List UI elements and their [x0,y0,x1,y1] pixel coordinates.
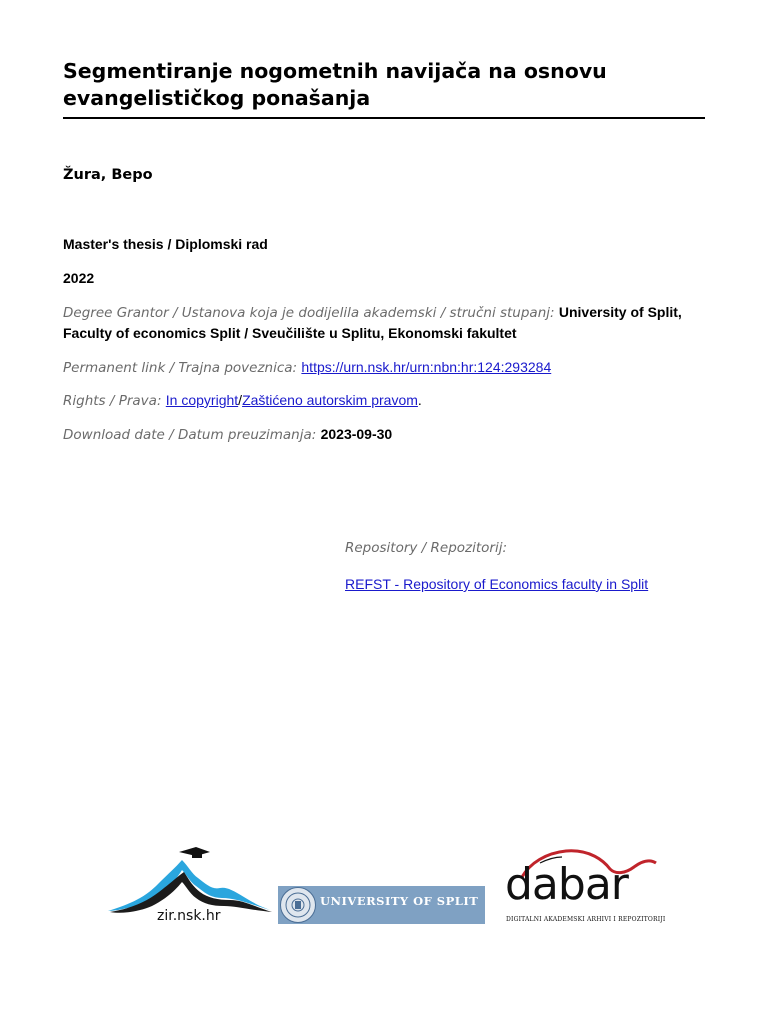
document-title: Segmentiranje nogometnih navijača na osnovu evangelističkog ponašanja [63,59,607,110]
in-copyright-link[interactable]: In copyright [165,392,239,408]
download-date-label: Download date / Datum preuzimanja: [63,427,317,443]
zir-logo[interactable] [100,838,280,933]
rights-separator: / [238,392,243,408]
degree-grantor-value: University of Split, Faculty of economics Split / Sveučilište u Splitu, Ekonomski fakultet [63,304,682,341]
download-date-row [63,424,703,445]
dabar-wordmark: dabar [505,859,628,910]
repository-label: Repository / Repozitorij: [345,540,508,556]
title-divider [63,117,705,119]
university-seal-icon [280,887,316,923]
degree-grantor-label: Degree Grantor / Ustanova koja je dodijelila akademski / stručni stupanj: [63,305,555,321]
repository-link[interactable]: REFST - Repository of Economics faculty in Split [345,576,649,592]
permanent-link-row [63,357,703,378]
permanent-link[interactable]: https://urn.nsk.hr/urn:nbn:hr:124:293284 [301,359,552,375]
zasticeno-link[interactable]: Zaštićeno autorskim pravom [242,392,418,408]
author-name: Žura, Bepo [63,167,153,183]
logo-strip [100,838,670,938]
dabar-logo[interactable] [500,843,670,933]
university-of-split-text: UNIVERSITY OF SPLIT [320,894,479,908]
permanent-link-label: Permanent link / Trajna poveznica: [63,360,298,376]
rights-row [63,390,703,411]
rights-period: . [417,392,422,408]
degree-grantor [63,302,703,344]
dabar-subtitle: DIGITALNI AKADEMSKI ARHIVI I REPOZITORIJI [506,916,666,923]
zir-label: zir.nsk.hr [157,908,221,924]
university-of-split-logo[interactable] [278,886,485,924]
document-year: 2022 [63,270,95,286]
rights-label: Rights / Prava: [63,393,162,409]
download-date-value: 2023-09-30 [320,426,393,442]
document-type: Master's thesis / Diplomski rad [63,236,268,252]
